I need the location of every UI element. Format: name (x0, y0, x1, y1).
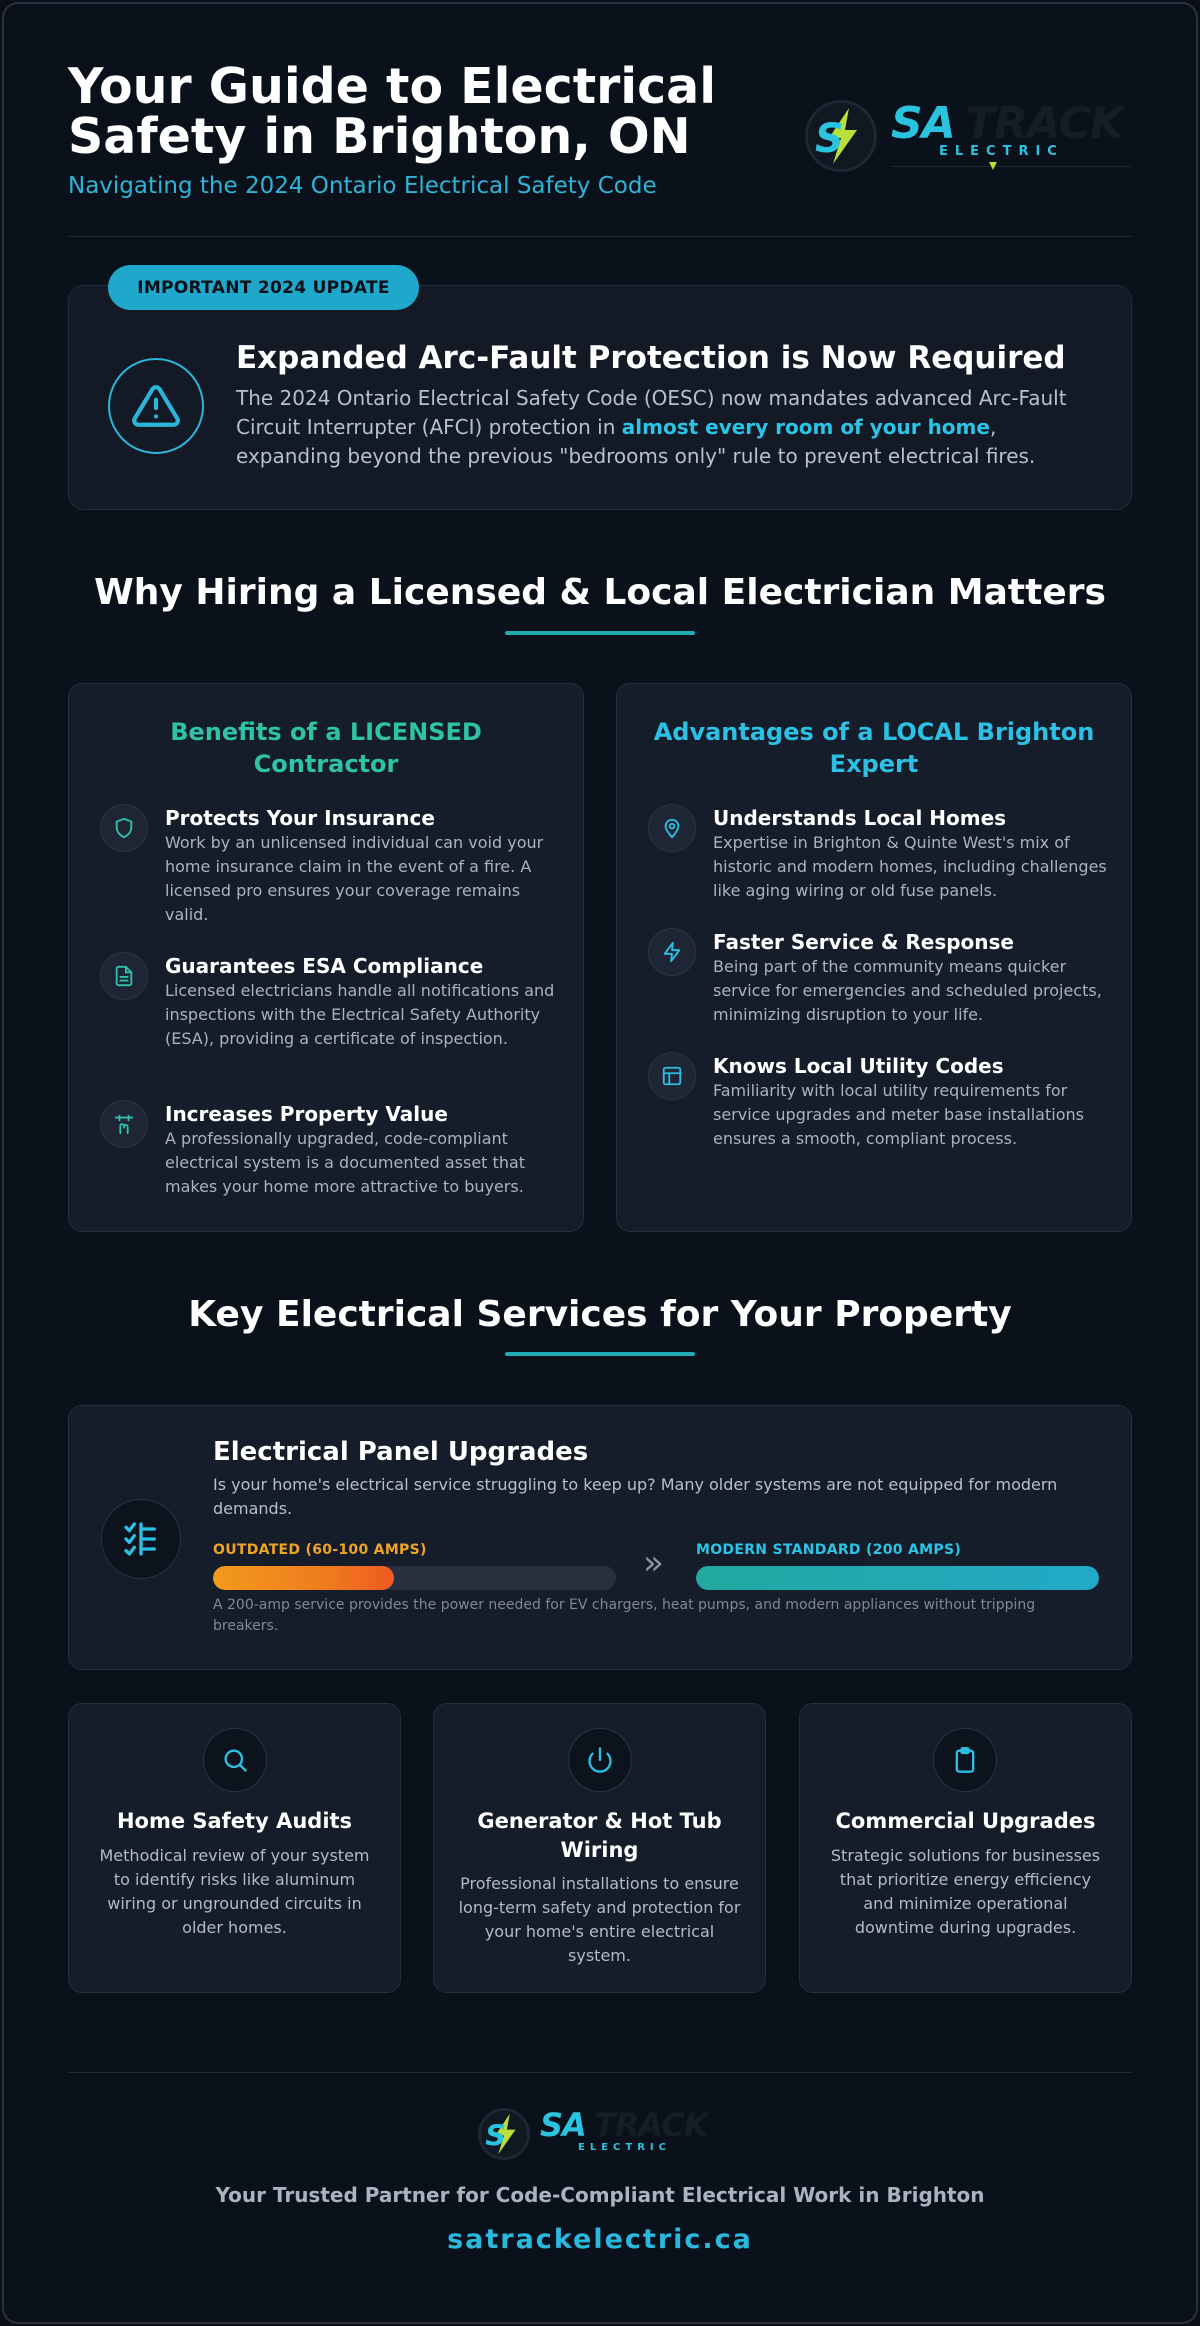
service-title: Generator & Hot Tub Wiring (477, 1809, 722, 1862)
svg-text:S: S (815, 116, 844, 162)
panel-list-icon (101, 1499, 181, 1579)
modern-bar (696, 1566, 1099, 1590)
why-title-underline (505, 631, 695, 635)
layout-icon (648, 1052, 696, 1100)
footer-logo-bolt-icon (478, 2108, 530, 2160)
local-item-body: Expertise in Brighton & Quinte West's mix of historic and modern homes, including challenges like aging wiring or old fuse panels. (713, 833, 1107, 900)
logo-bolt-icon (805, 100, 877, 172)
licensed-item-body: A professionally upgraded, code-compliant electrical system is a documented asset that makes your home more attractive to buyers. (165, 1129, 526, 1196)
service-title: Commercial Upgrades (835, 1809, 1096, 1833)
footer-tagline: Your Trusted Partner for Code-Compliant Electrical Work in Brighton (215, 2183, 985, 2207)
modern-label: MODERN STANDARD (200 AMPS) (696, 1542, 962, 1558)
header-logo (805, 98, 1135, 178)
update-highlight: almost every room of your home (621, 415, 990, 439)
footer-logo-track-text: TRACK (594, 2106, 708, 2144)
why-section-title: Why Hiring a Licensed & Local Electrician Matters (94, 572, 1106, 613)
warning-triangle-icon (108, 358, 204, 454)
services-title-underline (505, 1352, 695, 1356)
lightning-icon (648, 928, 696, 976)
hand-coins-icon (100, 1100, 148, 1148)
local-item-body: Familiarity with local utility requirements for service upgrades and meter base installations ensures a smooth, compliant process. (713, 1081, 1084, 1148)
outdated-bar (213, 1566, 616, 1590)
panel-upgrade-title: Electrical Panel Upgrades (213, 1437, 589, 1467)
local-item-title: Understands Local Homes (713, 806, 1007, 830)
search-icon (203, 1728, 267, 1792)
svg-text:S: S (485, 2118, 507, 2153)
logo-electric-text: ELECTRIC (939, 144, 1064, 159)
power-icon (568, 1728, 632, 1792)
modern-bar-fill (696, 1566, 1099, 1590)
service-body: Methodical review of your system to identify risks like aluminum wiring or ungrounded circuits in older homes. (99, 1846, 370, 1937)
licensed-item-title: Guarantees ESA Compliance (165, 954, 484, 978)
header-divider (68, 236, 1132, 237)
licensed-item-title: Protects Your Insurance (165, 806, 435, 830)
logo-track-text: TRACK (965, 98, 1123, 149)
page-subtitle: Navigating the 2024 Ontario Electrical Safety Code (68, 173, 657, 199)
panel-upgrade-body: Is your home's electrical service struggling to keep up? Many older systems are not equipped for modern demands. (213, 1475, 1058, 1518)
page-title: Your Guide to Electrical Safety in Brighton, ON (68, 58, 717, 165)
shield-icon (100, 804, 148, 852)
local-title: Advantages of a LOCAL Brighton Expert (653, 718, 1095, 778)
clipboard-icon (933, 1728, 997, 1792)
footer-divider (68, 2072, 1132, 2073)
local-item-body: Being part of the community means quicker service for emergencies and scheduled projects, minimizing disruption to your life. (713, 957, 1102, 1024)
licensed-title: Benefits of a LICENSED Contractor (170, 718, 482, 778)
logo-sa-text: SA (891, 98, 955, 149)
service-body: Professional installations to ensure long-term safety and protection for your home's entire electrical system. (458, 1874, 741, 1965)
local-item-title: Knows Local Utility Codes (713, 1054, 1004, 1078)
footer-website-link[interactable]: satrackelectric.ca (447, 2224, 753, 2255)
outdated-bar-fill (213, 1566, 394, 1590)
outdated-label: OUTDATED (60-100 AMPS) (213, 1542, 427, 1558)
chevron-right-icon: » (643, 1543, 664, 1583)
map-pin-icon (648, 804, 696, 852)
footer-logo-electric-text: ELECTRIC (578, 2142, 671, 2153)
document-icon (100, 952, 148, 1000)
update-title: Expanded Arc-Fault Protection is Now Required (236, 340, 1066, 376)
update-badge: IMPORTANT 2024 UPDATE (108, 265, 419, 310)
footer-logo-sa-text: SA (540, 2106, 586, 2144)
licensed-item-body: Work by an unlicensed individual can void your home insurance claim in the event of a fire. A licensed pro ensures your coverage remains valid. (165, 833, 544, 924)
services-section-title: Key Electrical Services for Your Property (188, 1294, 1012, 1335)
update-body: The 2024 Ontario Electrical Safety Code (OESC) now mandates advanced Arc-Fault Circuit Interrupter (AFCI) protection in almost every room of your home, expanding beyond the previous "bedrooms only" rule to prevent electrical fires. (236, 386, 1067, 468)
licensed-item-body: Licensed electricians handle all notifications and inspections with the Electrical Safety Authority (ESA), providing a certificate of inspection. (165, 981, 555, 1048)
service-title: Home Safety Audits (116, 1809, 353, 1833)
footer-logo (478, 2106, 728, 2166)
local-item-title: Faster Service & Response (713, 930, 1014, 954)
licensed-item-title: Increases Property Value (165, 1102, 448, 1126)
panel-upgrade-note: A 200-amp service provides the power needed for EV chargers, heat pumps, and modern appliances without tripping breakers. (213, 1597, 1036, 1634)
service-body: Strategic solutions for businesses that prioritize energy efficiency and minimize operational downtime during upgrades. (830, 1846, 1101, 1937)
